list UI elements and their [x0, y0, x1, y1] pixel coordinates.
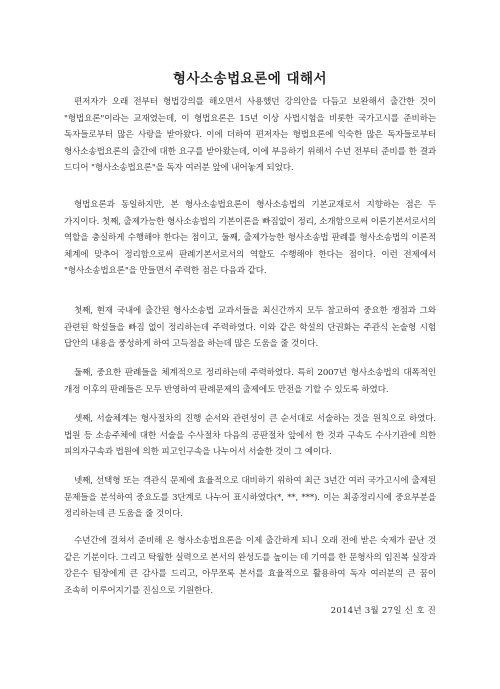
paragraph-third: 셋째, 서술체계는 형사절차의 진행 순서와 관련성이 큰 순서대로 서술하는 것을 원칙으로 하였다. 법원 등 소송주체에 대한 서술을 수사절차 다음의 공판절차 앞에서 한 것과 구속도 수사기관에 의한 피의자구속과 법원에 의한 피고인구속을 나누어서 서술한 것이 그 예이다.: [64, 414, 436, 458]
paragraph-closing: 수년간에 걸쳐서 준비해 온 형사소송법요론을 이제 출간하게 되니 오래 전에 받은 숙제가 끝난 것 같은 기분이다. 그리고 탁월한 실력으로 본서의 완성도를 높이는 데 기여를 한 문형사의 임진복 실장과 강은수 팀장에게 큰 감사를 드리고, 아무쪼록 본서를 효율적으로 활용하여 독자 여러분의 큰 꿈이 조속히 이루어지기를 진심으로 기원한다.: [64, 536, 436, 596]
paragraph-goals: 형법요론과 동일하지만, 본 형사소송법요론이 형사소송법의 기본교재로서 지향하는 점은 두 가지이다. 첫째, 출제가능한 형사소송법의 기본이론을 빠짐없이 정리, 소개함으로써 이론기본서로서의 역할을 충실하게 수행해야 한다는 점이고, 둘째, 출제가능한 형사소송법 판례를 형사소송법의 이론적 체계에 맞추어 정리함으로써 판례기본서로서의 역할도 수행해야 한다는 점이다. 이런 전제에서 "형사소송법요론"을 만들면서 주력한 점은 다음과 같다.: [64, 200, 436, 277]
paragraph-second: 둘째, 중요한 판례들을 체계적으로 정리하는데 주력하였다. 특히 2007년 형사소송법의 대폭적인 개정 이후의 판례들은 모두 반영하여 판례문제의 출제에도 만전을 기할 수 있도록 하였다.: [64, 368, 436, 395]
document-title: 형사소송법요론에 대해서: [172, 71, 328, 87]
paragraph-intro: 편저자가 오래 전부터 형법강의를 해오면서 사용했던 강의안을 다듬고 보완해서 출간한 것이 "형법요론"이라는 교재였는데, 이 형법요론은 15년 이상 사법시험을 비롯한 국가고시를 준비하는 독자들로부터 많은 사랑을 받아왔다. 이에 더하여 편저자는 형법요론에 익숙한 많은 독자들로부터 형사소송법요론의 출간에 대한 요구를 받아왔는데, 이에 부응하기 위해서 수년 전부터 준비를 한 결과 드디어 "형사소송법요론"을 독자 여러분 앞에 내어놓게 되었다.: [64, 97, 436, 174]
paragraph-first: 첫째, 현재 국내에 출간된 형사소송법 교과서들을 최신간까지 모두 참고하여 중요한 쟁점과 그와 관련된 학설들을 빠짐 없이 정리하는데 주력하였다. 이와 같은 학설의 단권화는 주관식 논술형 시험 답안의 내용을 풍성하게 하여 고득점을 하는데 많은 도움을 줄 것이다.: [64, 306, 436, 350]
paragraph-fourth: 넷째, 선택형 또는 객관식 문제에 효율적으로 대비하기 위하여 최근 3년간 여러 국가고시에 출제된 문제들을 분석하여 중요도를 3단계로 나누어 표시하였다(*, **, ***). 이는 최종정리시에 중요부분을 정리하는데 큰 도움을 줄 것이다.: [64, 476, 436, 520]
signature-date: 2014년 3월 27일 신 호 진: [330, 606, 436, 616]
